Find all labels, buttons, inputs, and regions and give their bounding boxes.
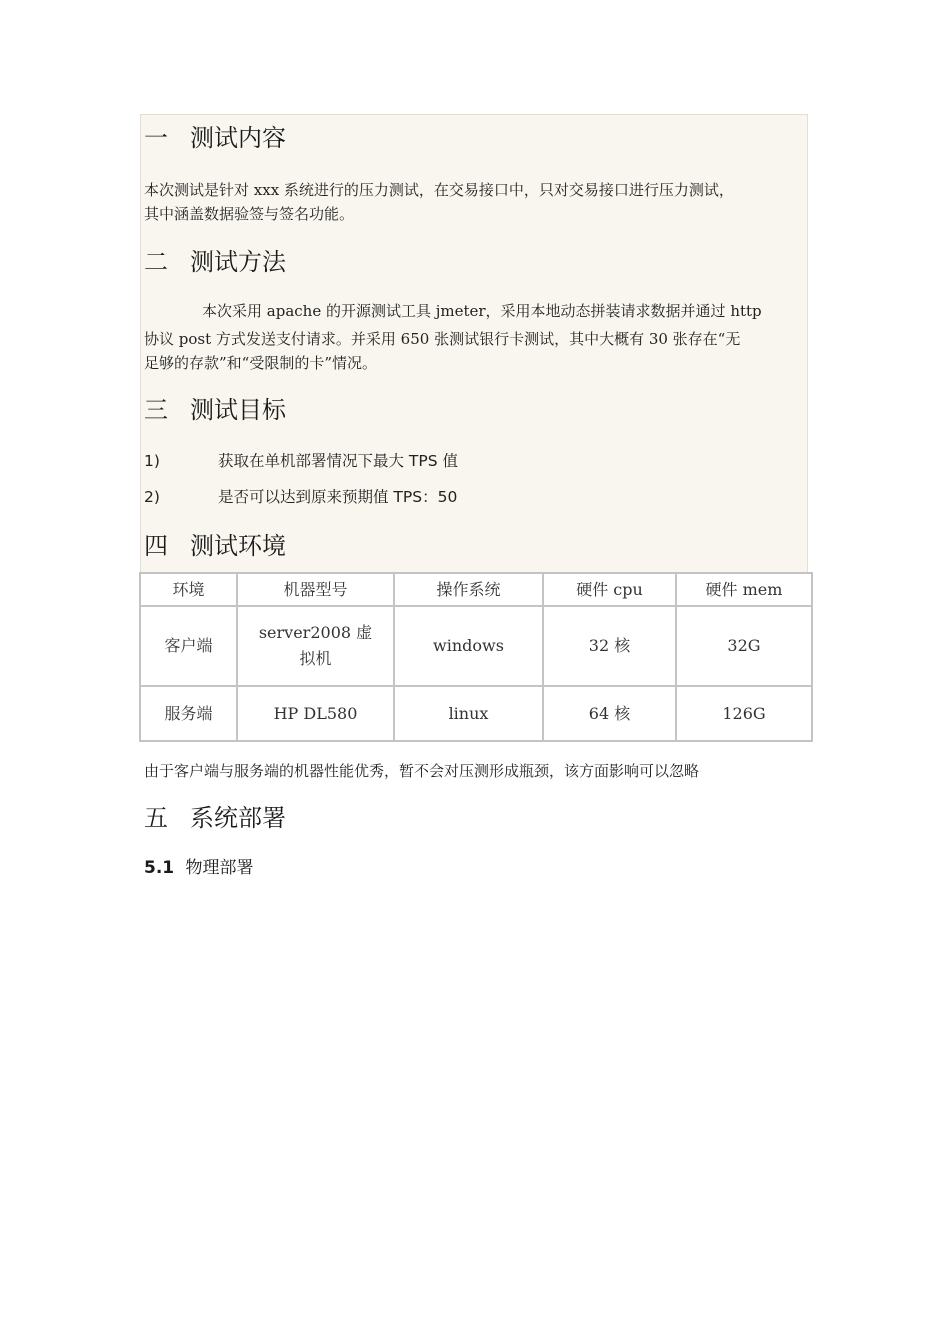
table-row [140, 686, 812, 741]
section-2-text-line-2: 协议 post 方式发送支付请求。并采用 650 张测试银行卡测试，其中大概有 30 张存在“无 [144, 330, 741, 348]
section-3-heading [144, 390, 286, 425]
section-1-title: 测试内容 [190, 124, 286, 152]
section-3-title: 测试目标 [190, 396, 286, 424]
table-cell: 32G [676, 606, 812, 686]
section-2-number: 二 [144, 248, 168, 276]
goal-list-item [144, 449, 458, 471]
section-5-title: 系统部署 [190, 804, 286, 832]
section-2-heading [144, 242, 286, 277]
section-1-text-line-1: 本次测试是针对 xxx 系统进行的压力测试，在交易接口中，只对交易接口进行压力测试， [144, 181, 734, 199]
table-cell: 客户端 [140, 606, 237, 686]
section-5-heading [144, 798, 286, 833]
section-1-heading [144, 118, 286, 153]
table-cell: server2008 虚拟机 [237, 606, 394, 686]
section-5-number: 五 [144, 804, 168, 832]
table-header-cell: 机器型号 [237, 573, 394, 606]
section-4-number: 四 [144, 532, 168, 560]
goal-list-marker: 1) [144, 452, 160, 470]
section-2-text-line-1: 本次采用 apache 的开源测试工具 jmeter，采用本地动态拼装请求数据并通过 http [202, 302, 762, 320]
table-cell: 服务端 [140, 686, 237, 741]
section-1-number: 一 [144, 124, 168, 152]
section-1-text-line-2: 其中涵盖数据验签与签名功能。 [144, 205, 355, 223]
table-row [140, 606, 812, 686]
section-3-number: 三 [144, 396, 168, 424]
section-4-title: 测试环境 [190, 532, 286, 560]
section-4-heading [144, 526, 286, 561]
table-cell: 32 核 [543, 606, 676, 686]
table-header-cell: 硬件 cpu [543, 573, 676, 606]
table-header-cell: 环境 [140, 573, 237, 606]
subsection-number: 5.1 [144, 858, 175, 878]
subsection-5-1-heading [144, 853, 254, 878]
table-cell: HP DL580 [237, 686, 394, 741]
subsection-title: 物理部署 [185, 858, 254, 878]
table-header-cell: 操作系统 [394, 573, 543, 606]
goal-list-marker: 2) [144, 488, 160, 506]
table-header-row [140, 573, 812, 606]
table-cell: 64 核 [543, 686, 676, 741]
section-2-title: 测试方法 [190, 248, 286, 276]
table-cell: windows [394, 606, 543, 686]
goal-list-text: 是否可以达到原来预期值 TPS：50 [218, 488, 458, 506]
table-header-cell: 硬件 mem [676, 573, 812, 606]
environment-note: 由于客户端与服务端的机器性能优秀，暂不会对压测形成瓶颈，该方面影响可以忽略 [144, 762, 700, 780]
section-2-text-line-3: 足够的存款”和“受限制的卡”情况。 [144, 354, 378, 372]
table-cell: linux [394, 686, 543, 741]
goal-list-text: 获取在单机部署情况下最大 TPS 值 [218, 452, 459, 470]
environment-table [139, 572, 813, 742]
table-cell: 126G [676, 686, 812, 741]
goal-list-item [144, 485, 457, 507]
